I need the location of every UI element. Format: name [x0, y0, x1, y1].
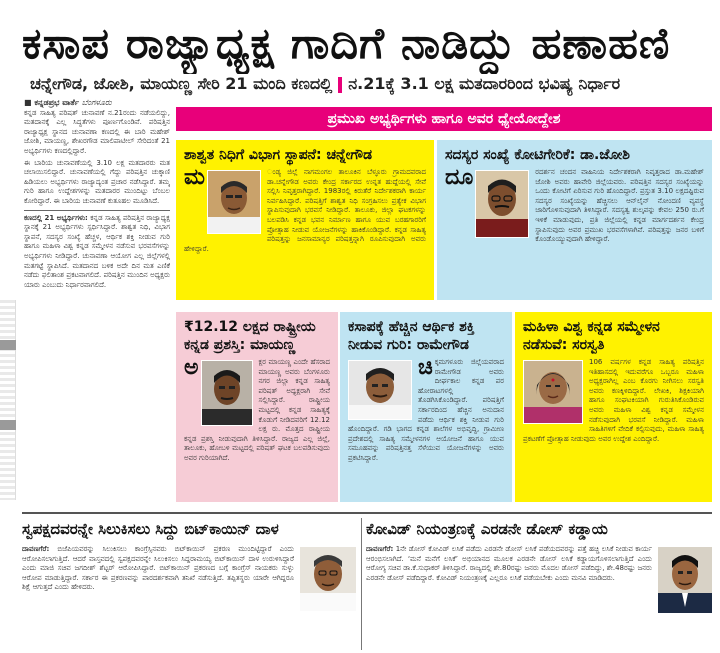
- story-headline: ಸ್ವಪಕ್ಷದವರನ್ನೇ ಸಿಲುಕಿಸಲು ಸಿದ್ದು ಬಿಟ್‌ಕಾಯಿನ್ ದಾಳ: [22, 520, 279, 538]
- panel-body: [523, 358, 704, 444]
- story-covid-vaccine: [366, 517, 712, 653]
- drop-cap: ದೂ: [445, 165, 474, 190]
- byline: [24, 98, 170, 108]
- panel-text: ಕ್ಕಮಗಳೂರು ಜಿಲ್ಲೆಯವರಾದ ರಾಮೇಗೌಡ ಅವರು ದೀರ್ಘಕಾಲ ಕನ್ನಡ ಪರ ಹೋರಾಟಗಳಲ್ಲಿ ತೊಡಗಿಸಿಕೊಂಡಿದ್ದಾರೆ. ಪರಿಷತ್ತಿಗೆ ಸರ್ಕಾರದಿಂದ ಹೆಚ್ಚಿನ ಅನುದಾನ ಪಡೆದು ಆರ್ಥಿಕ ಶಕ್ತಿ ನೀಡುವ ಗುರಿ ಹೊಂದಿದ್ದಾರೆ. ಗಡಿ ಭಾಗದ ಕನ್ನಡ ಶಾಲೆಗಳ ಅಭಿವೃದ್ಧಿ, ಗ್ರಾಮೀಣ ಪ್ರದೇಶದಲ್ಲಿ ಸಾಹಿತ್ಯ ಸಮ್ಮೇಳನಗಳ ಆಯೋಜನೆ ಹಾಗೂ ಯುವ ಸಮೂಹವನ್ನು ಪರಿಷತ್ತಿನತ್ತ ಸೆಳೆಯುವ ಯೋಜನೆಗಳನ್ನು ಅವರು ಪ್ರಕಟಿಸಿದ್ದಾರೆ.: [348, 358, 504, 462]
- candidate-panel-ramegowda: [340, 312, 512, 502]
- panel-title: ಸದಸ್ಯರ ಸಂಖ್ಯೆ ಕೋಟಿಗೇರಿಕೆ: ಡಾ.ಜೋಶಿ: [445, 147, 630, 163]
- sub-headline-right: ನ.21ಕ್ಕೆ 3.1 ಲಕ್ಷ ಮತದಾರರಿಂದ ಭವಿಷ್ಯ ನಿರ್ಧಾರ: [348, 74, 621, 93]
- page-bleed-edge: [0, 300, 16, 500]
- candidates-banner: ಪ್ರಮುಖ ಅಭ್ಯರ್ಥಿಗಳು ಹಾಗೂ ಅವರ ಧ್ಯೇಯೋದ್ದೇಶ: [176, 107, 712, 131]
- story-bitcoin: [22, 517, 356, 653]
- story-paragraph: ಕನ್ನಡ ಸಾಹಿತ್ಯ ಪರಿಷತ್ ಚುನಾವಣೆ ನ.21ರಂದು ನಡೆಯಲಿದ್ದು, ಮತದಾನಕ್ಕೆ ಎಲ್ಲ ಸಿದ್ಧತೆಗಳು ಪೂರ್ಣಗೊಂಡಿವೆ. ಪರಿಷತ್ತಿನ ರಾಜ್ಯಾಧ್ಯಕ್ಷ ಸ್ಥಾನದ ಚುನಾವಣಾ ಕಣದಲ್ಲಿ ಈ ಬಾರಿ ಮಹೇಶ್ ಜೋಶಿ, ಮಾಯಣ್ಣ, ಶೇಖರಗೌಡ ಮಾಲಿಪಾಟೀಲ್ ಸೇರಿದಂತೆ 21 ಅಭ್ಯರ್ಥಿಗಳು ಕಣದಲ್ಲಿದ್ದಾರೆ.: [24, 108, 170, 155]
- candidate-photo: [475, 170, 529, 238]
- bleed-mark: [0, 420, 16, 430]
- story-body: [22, 545, 356, 593]
- section-divider: [22, 512, 712, 514]
- main-headline: ಕಸಾಪ ರಾಜ್ಯಾಧ್ಯಕ್ಷ ಗಾದಿಗೆ ನಾಡಿದ್ದು ಹಣಾಹಣಿ: [22, 19, 671, 69]
- story-text: 1ನೇ ಡೋಸ್ ಕೋವಿಡ್ ಲಸಿಕೆ ಪಡೆದು ಎರಡನೇ ಡೋಸ್ ಲಸಿಕೆ ಪಡೆಯದವರನ್ನು ಪತ್ತೆ ಹಚ್ಚಿ ಲಸಿಕೆ ನೀಡುವ ಕಾರ್ಯ ಆರಂಭಿಸಲಾಗಿದೆ. ‘ಮನೆ ಮನೆಗೆ ಲಸಿಕೆ’ ಅಭಿಯಾನದ ಮೂಲಕ ಎರಡನೇ ಡೋಸ್ ಲಸಿಕೆ ಕಡ್ಡಾಯಗೊಳಿಸಲಾಗುತ್ತಿದೆ ಎಂದು ಆರೋಗ್ಯ ಸಚಿವ ಡಾ.ಕೆ.ಸುಧಾಕರ್ ತಿಳಿಸಿದ್ದಾರೆ. ರಾಜ್ಯದಲ್ಲಿ ಶೇ.80ರಷ್ಟು ಜನರು ಮೊದಲ ಡೋಸ್ ಪಡೆದಿದ್ದು, ಶೇ.48ರಷ್ಟು ಜನರು ಎರಡನೇ ಡೋಸ್ ಪಡೆದಿದ್ದಾರೆ. ಕೋವಿಡ್ ನಿಯಂತ್ರಣಕ್ಕೆ ಎಲ್ಲರೂ ಲಸಿಕೆ ಪಡೆಯಬೇಕು ಎಂದು ಮನವಿ ಮಾಡಿದರು.: [366, 545, 652, 582]
- column-divider: [24, 210, 170, 211]
- candidate-photo: [201, 360, 253, 426]
- byline-credit: ■ ಕನ್ನಡಪ್ರಭ ವಾರ್ತೆ: [24, 98, 79, 107]
- panel-text: ಂಡ್ಯ ಜಿಲ್ಲೆ ನಾಗಮಂಗಲ ತಾಲೂಕಿನ ಬೆಳ್ಳೂರು ಗ್ರಾಮದವರಾದ ಡಾ.ಚನ್ನೇಗೌಡ ಅವರು ಕೇಂದ್ರ ಸರ್ಕಾರದ ಉನ್ನತ ಹುದ್ದೆಯಲ್ಲಿ ಸೇವೆ ಸಲ್ಲಿಸಿ ನಿವೃತ್ತರಾಗಿದ್ದಾರೆ. 1983ರಲ್ಲಿ ಕಿರುತೆರೆ ನಿರ್ದೇಶಕರಾಗಿ ಕಾರ್ಯ ನಿರ್ವಹಿಸಿದ್ದಾರೆ. ಪರಿಷತ್ತಿಗೆ ಶಾಶ್ವತ ನಿಧಿ ಸಂಗ್ರಹಿಸಲು ಪ್ರತ್ಯೇಕ ವಿಭಾಗ ಸ್ಥಾಪಿಸುವುದಾಗಿ ಭರವಸೆ ನೀಡಿದ್ದಾರೆ. ತಾಲೂಕು, ಜಿಲ್ಲಾ ಘಟಕಗಳನ್ನು ಬಲಪಡಿಸಿ ಕನ್ನಡ ಭವನ ನಿರ್ಮಾಣ ಹಾಗೂ ಯುವ ಬರಹಗಾರರಿಗೆ ಪ್ರೋತ್ಸಾಹ ನೀಡುವ ಯೋಜನೆಗಳನ್ನು ಹಾಕಿಕೊಂಡಿದ್ದಾರೆ. ಕನ್ನಡ ಸಾಹಿತ್ಯ ಪರಿಷತ್ತನ್ನು ಜನಸಾಮಾನ್ಯರ ಪರಿಷತ್ತನ್ನಾಗಿ ರೂಪಿಸುವುದಾಗಿ ಅವರು ಹೇಳಿದ್ದಾರೆ.: [184, 168, 426, 253]
- candidate-panel-mayanna: [176, 312, 338, 502]
- story-text: ಬಿಜೆಪಿಯವರನ್ನು ಸಿಲುಕಿಸಲು ಕಾಂಗ್ರೆಸ್ಸಿನವರು ಬಿಟ್‌ಕಾಯಿನ್ ಪ್ರಕರಣ ಮುಂದಿಟ್ಟಿದ್ದಾರೆ ಎಂದು ಆರೋಪಿಸಲಾಗುತ್ತಿದೆ. ಆದರೆ ವಾಸ್ತವದಲ್ಲಿ ಸ್ವಪಕ್ಷದವರನ್ನೇ ಸಿಲುಕಿಸಲು ಸಿದ್ದರಾಮಯ್ಯ ಬಿಟ್‌ಕಾಯಿನ್ ದಾಳ ಉರುಳಿಸಿದ್ದಾರೆ ಎಂದು ಮಾಜಿ ಸಚಿವ ಜಗದೀಶ್ ಶೆಟ್ಟರ್ ಆರೋಪಿಸಿದ್ದಾರೆ. ಬಿಟ್‌ಕಾಯಿನ್ ಪ್ರಕರಣದ ಬಗ್ಗೆ ಕಾಂಗ್ರೆಸ್ ನಾಯಕರು ಸುಳ್ಳು ಆರೋಪ ಮಾಡುತ್ತಿದ್ದಾರೆ. ಸರ್ಕಾರ ಈ ಪ್ರಕರಣವನ್ನು ಪಾರದರ್ಶಕವಾಗಿ ತನಿಖೆ ನಡೆಸುತ್ತಿದೆ. ತಪ್ಪಿತಸ್ಥರು ಯಾರೇ ಆಗಿದ್ದರೂ ಶಿಕ್ಷೆ ಆಗುತ್ತದೆ ಎಂದು ಹೇಳಿದರು.: [22, 545, 294, 592]
- story-photo: [658, 547, 712, 617]
- panel-title: ಶಾಶ್ವತ ನಿಧಿಗೆ ವಿಭಾಗ ಸ್ಥಾಪನೆ: ಚನ್ನೇಗೌಡ: [184, 147, 373, 163]
- left-column-story: [24, 98, 170, 516]
- candidate-photo: [207, 170, 261, 234]
- story-paragraph: ಈ ಬಾರಿಯ ಚುನಾವಣೆಯಲ್ಲಿ 3.10 ಲಕ್ಷ ಮತದಾರರು ಮತ ಚಲಾಯಿಸಲಿದ್ದಾರೆ. ಚುನಾವಣೆಯಲ್ಲಿ ಗೆದ್ದು ಪರಿಷತ್ತಿನ ಚುಕ್ಕಾಣಿ ಹಿಡಿಯಲು ಅಭ್ಯರ್ಥಿಗಳು ರಾಜ್ಯಾದ್ಯಂತ ಪ್ರಚಾರ ನಡೆಸಿದ್ದಾರೆ. ತಮ್ಮ ಗುರಿ ಹಾಗೂ ಉದ್ದೇಶಗಳನ್ನು ಮತದಾರರ ಮುಂದಿಟ್ಟು ಬೆಂಬಲ ಕೋರಿದ್ದಾರೆ. ಈ ಬಾರಿಯ ಚುನಾವಣೆ ಕುತೂಹಲ ಮೂಡಿಸಿದೆ.: [24, 158, 170, 205]
- section-heading: ಕಣದಲ್ಲಿ 21 ಅಭ್ಯರ್ಥಿಗಳು:: [24, 213, 88, 222]
- sub-headline-left: ಚನ್ನೇಗೌಡ, ಜೋಶಿ, ಮಾಯಣ್ಣ ಸೇರಿ 21 ಮಂದಿ ಕಣದಲ್ಲಿ: [30, 74, 333, 93]
- panel-text: ರದರ್ಶನ ಚಂದನ ವಾಹಿನಿಯ ನಿರ್ದೇಶಕರಾಗಿ ನಿವೃತ್ತರಾದ ಡಾ.ಮಹೇಶ್ ಜೋಶಿ ಅವರು ಹಾವೇರಿ ಜಿಲ್ಲೆಯವರು. ಪರಿಷತ್ತಿನ ಸದಸ್ಯರ ಸಂಖ್ಯೆಯನ್ನು ಒಂದು ಕೋಟಿಗೆ ಏರಿಸುವ ಗುರಿ ಹೊಂದಿದ್ದಾರೆ. ಪ್ರಸ್ತುತ 3.10 ಲಕ್ಷದಷ್ಟಿರುವ ಸದಸ್ಯರ ಸಂಖ್ಯೆಯನ್ನು ಹೆಚ್ಚಿಸಲು ಆನ್‌ಲೈನ್ ನೋಂದಣಿ ವ್ಯವಸ್ಥೆ ಜಾರಿಗೊಳಿಸುವುದಾಗಿ ತಿಳಿಸಿದ್ದಾರೆ. ಸದಸ್ಯತ್ವ ಶುಲ್ಕವನ್ನು ಕೇವಲ 250 ರು.ಗೆ ಇಳಿಕೆ ಮಾಡುವುದು, ಪ್ರತಿ ಜಿಲ್ಲೆಯಲ್ಲಿ ಕನ್ನಡ ಮಾರ್ಗದರ್ಶನ ಕೇಂದ್ರ ಸ್ಥಾಪಿಸುವುದು ಅವರ ಪ್ರಮುಖ ಭರವಸೆಗಳಾಗಿವೆ. ಪರಿಷತ್ತನ್ನು ಜನರ ಬಳಿಗೆ ಕೊಂಡೊಯ್ಯುವುದಾಗಿ ಹೇಳಿದ್ದಾರೆ.: [535, 168, 704, 244]
- story-dateline: ದಾವಣಗೆರೆ:: [366, 545, 394, 553]
- panel-title: ₹12.12 ಲಕ್ಷದ ರಾಷ್ಟ್ರೀಯ ಕನ್ನಡ ಪ್ರಶಸ್ತಿ: ಮಾಯಣ್ಣ: [184, 319, 316, 353]
- section-body: ಕನ್ನಡ ಸಾಹಿತ್ಯ ಪರಿಷತ್ತಿನ ರಾಜ್ಯಾಧ್ಯಕ್ಷ ಸ್ಥಾನಕ್ಕೆ 21 ಅಭ್ಯರ್ಥಿಗಳು ಸ್ಪರ್ಧಿಸಿದ್ದಾರೆ. ಶಾಶ್ವತ ನಿಧಿ, ವಿಭಾಗ ಸ್ಥಾಪನೆ, ಸದಸ್ಯರ ಸಂಖ್ಯೆ ಹೆಚ್ಚಳ, ಆರ್ಥಿಕ ಶಕ್ತಿ ನೀಡುವ ಗುರಿ ಹಾಗೂ ಮಹಿಳಾ ವಿಶ್ವ ಕನ್ನಡ ಸಮ್ಮೇಳನ ನಡೆಸುವ ಭರವಸೆಗಳನ್ನು ಅಭ್ಯರ್ಥಿಗಳು ನೀಡಿದ್ದಾರೆ. ಚುನಾವಣಾ ಆಯೋಗ ಎಲ್ಲ ಜಿಲ್ಲೆಗಳಲ್ಲಿ ಮತಗಟ್ಟೆ ಸ್ಥಾಪಿಸಿದೆ. ಮತದಾನದ ಬಳಿಕ ಅದೇ ದಿನ ಮತ ಎಣಿಕೆ ನಡೆದು ಫಲಿತಾಂಶ ಪ್ರಕಟವಾಗಲಿದೆ. ಪರಿಷತ್ತಿನ ಮುಂದಿನ ಅಧ್ಯಕ್ಷರು ಯಾರು ಎಂಬುದು ನಿರ್ಧಾರವಾಗಲಿದೆ.: [24, 213, 170, 289]
- panel-text: ಕ್ಷರ ಮಾಯಣ್ಣ ಎಂದೇ ಹೆಸರಾದ ಮಾಯಣ್ಣ ಅವರು ಬೆಂಗಳೂರು ನಗರ ಜಿಲ್ಲಾ ಕನ್ನಡ ಸಾಹಿತ್ಯ ಪರಿಷತ್ ಅಧ್ಯಕ್ಷರಾಗಿ ಸೇವೆ ಸಲ್ಲಿಸಿದ್ದಾರೆ. ರಾಷ್ಟ್ರೀಯ ಮಟ್ಟದಲ್ಲಿ ಕನ್ನಡ ಸಾಹಿತ್ಯಕ್ಕೆ ಕೊಡುಗೆ ನೀಡಿದವರಿಗೆ 12.12 ಲಕ್ಷ ರು. ಮೊತ್ತದ ರಾಷ್ಟ್ರೀಯ ಕನ್ನಡ ಪ್ರಶಸ್ತಿ ನೀಡುವುದಾಗಿ ತಿಳಿಸಿದ್ದಾರೆ. ರಾಜ್ಯದ ಎಲ್ಲ ಜಿಲ್ಲೆ, ತಾಲೂಕು, ಹೋಬಳಿ ಮಟ್ಟದಲ್ಲಿ ಪರಿಷತ್ ಘಟಕ ಬಲಪಡಿಸುವುದು ಅವರ ಗುರಿಯಾಗಿದೆ.: [184, 358, 330, 462]
- column-divider: [361, 518, 362, 650]
- bleed-mark: [0, 340, 16, 350]
- panel-text: 106 ವರ್ಷಗಳ ಕನ್ನಡ ಸಾಹಿತ್ಯ ಪರಿಷತ್ತಿನ ಇತಿಹಾಸದಲ್ಲಿ ಇದುವರೆಗೂ ಒಬ್ಬರೂ ಮಹಿಳಾ ಅಧ್ಯಕ್ಷರಾಗಿಲ್ಲ ಎಂಬ ಕೊರಗು ನೀಗಿಸಲು ಸರಸ್ವತಿ ಅವರು ಕಣಕ್ಕಿಳಿದಿದ್ದಾರೆ. ಲೇಖಕಿ, ಶಿಕ್ಷಕಿಯಾಗಿ ಹಾಗೂ ಸಂಘಟಕಿಯಾಗಿ ಗುರುತಿಸಿಕೊಂಡಿರುವ ಅವರು ಮಹಿಳಾ ವಿಶ್ವ ಕನ್ನಡ ಸಮ್ಮೇಳನ ನಡೆಸುವುದಾಗಿ ಭರವಸೆ ನೀಡಿದ್ದಾರೆ. ಮಹಿಳಾ ಸಾಹಿತಿಗಳಿಗೆ ವೇದಿಕೆ ಕಲ್ಪಿಸುವುದು, ಮಹಿಳಾ ಸಾಹಿತ್ಯ ಪ್ರಕಟಣೆಗೆ ಪ್ರೋತ್ಸಾಹ ನೀಡುವುದು ಅವರ ಉದ್ದೇಶ ಎಂದಿದ್ದಾರೆ.: [523, 358, 704, 443]
- story-headline: ಕೋವಿಡ್ ನಿಯಂತ್ರಣಕ್ಕೆ ಎರಡನೇ ಡೋಸ್ ಕಡ್ಡಾಯ: [366, 520, 608, 538]
- panel-body: [184, 165, 426, 254]
- candidate-photo: [348, 360, 412, 420]
- story-section: [24, 214, 170, 291]
- story-photo: [300, 547, 356, 615]
- candidate-photo: [523, 360, 583, 424]
- panel-body: [445, 165, 704, 245]
- headline-separator: [338, 77, 342, 93]
- drop-cap: ಅ: [184, 355, 199, 380]
- candidate-panel-channegowda: [176, 140, 434, 300]
- byline-dateline: ಬೆಂಗಳೂರು: [81, 98, 112, 107]
- panel-title: ಕಸಾಪಕ್ಕೆ ಹೆಚ್ಚಿನ ಆರ್ಥಿಕ ಶಕ್ತಿ ನೀಡುವ ಗುರಿ: ರಾಮೇಗೌಡ: [348, 319, 475, 353]
- panel-body: [348, 355, 504, 464]
- panel-body: [184, 355, 330, 464]
- candidate-panel-saraswathi: [515, 312, 712, 502]
- story-dateline: ದಾವಣಗೆರೆ:: [22, 545, 50, 553]
- panel-title: ಮಹಿಳಾ ವಿಶ್ವ ಕನ್ನಡ ಸಮ್ಮೇಳನ ನಡೆಸುವೆ: ಸರಸ್ವತಿ: [523, 319, 660, 353]
- sub-headline: [30, 72, 715, 96]
- candidate-panel-joshi: [437, 140, 712, 300]
- drop-cap: ಚಿ: [418, 355, 433, 380]
- drop-cap: ಮ: [184, 165, 205, 190]
- story-body: [366, 545, 712, 583]
